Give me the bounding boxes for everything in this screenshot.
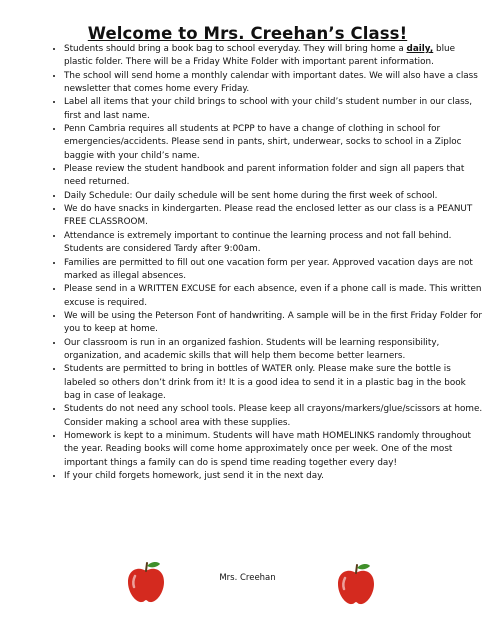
signature: Mrs. Creehan (219, 573, 276, 583)
list-item: • We will be using the Peterson Font of handwriting. A sample will be in the first Friday Folder for you to keep at home. (64, 310, 484, 337)
list-item: • Penn Cambria requires all students at PCPP to have a change of clothing in school for emergencies/accidents. Please send in pants, shirt, underwear, socks to school in a Ziploc baggie with your child’s name. (64, 123, 484, 163)
list-item: • Label all items that your child brings to school with your child’s student number in our class, first and last name. (64, 96, 484, 123)
list-item: • Please send in a WRITTEN EXCUSE for each absence, even if a phone call is made. This written excuse is required. (64, 283, 484, 310)
list-item: • Attendance is extremely important to continue the learning process and not fall behind. Students are considered Tardy after 9:00am. (64, 230, 484, 257)
list-item: • Families are permitted to fill out one vacation form per year. Approved vacation days are not marked as illegal absences. (64, 257, 484, 284)
apple-leaf (147, 562, 160, 567)
apple-leaf (357, 564, 370, 569)
list-item: • Our classroom is run in an organized fashion. Students will be learning responsibility, organization, and academic skills that will help them become better learners. (64, 337, 484, 364)
list-item: • Students should bring a book bag to school everyday. They will bring home a daily, blue plastic folder. There will be a Friday White Folder with important parent information. (64, 43, 484, 70)
list-item: • We do have snacks in kindergarten. Please read the enclosed letter as our class is a PEANUT FREE CLASSROOM. (64, 203, 484, 230)
page-title: Welcome to Mrs. Creehan’s Class! (87, 24, 408, 43)
list-item: • Homework is kept to a minimum. Students will have math HOMELINKS randomly throughout the year. Reading books will come home approximately once per week. One of the most important things a family can do is spend time reading together every day! (64, 430, 484, 470)
underlined-word: daily, (406, 44, 434, 54)
list-item: • The school will send home a monthly calendar with important dates. We will also have a class newsletter that comes home every Friday. (64, 70, 484, 97)
list-item: • Daily Schedule: Our daily schedule will be sent home during the first week of school. (64, 190, 484, 203)
class-notes-list (42, 43, 484, 483)
list-item: • Students do not need any school tools. Please keep all crayons/markers/glue/scissors at home. Consider making a school area with these supplies. (64, 403, 484, 430)
list-item: • If your child forgets homework, just send it in the next day. (64, 470, 484, 483)
list-item: • Please review the student handbook and parent information folder and sign all papers that need returned. (64, 163, 484, 190)
apple-icon (335, 562, 377, 606)
list-item: • Students are permitted to bring in bottles of WATER only. Please make sure the bottle is labeled so others don’t drink from it! It is a good idea to send it in a plastic bag in the book bag in case of leakage. (64, 363, 484, 403)
